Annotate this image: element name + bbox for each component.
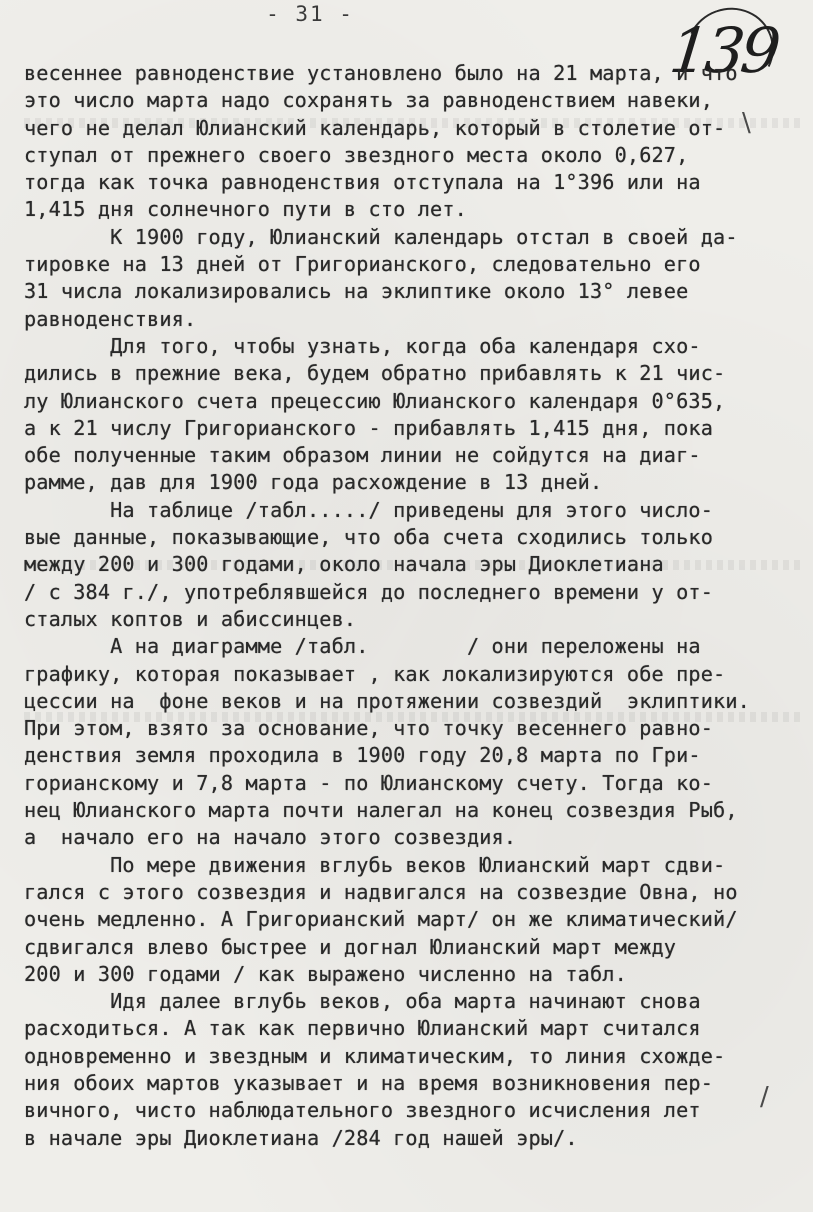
text-line: При этом, взято за основание, что точку весеннего равно- <box>24 716 714 741</box>
text-line: а к 21 числу Григорианского - прибавлять 1,415 дня, пока <box>24 415 714 440</box>
text-line: вые данные, показывающие, что оба счета сходились только <box>24 525 714 550</box>
page-number: - 31 - <box>266 2 354 26</box>
text-line: сталых коптов и абиссинцев. <box>24 606 357 631</box>
text-line: 200 и 300 годами / как выражено численно на табл. <box>24 961 627 986</box>
text-line: графику, которая показывает , как локализируются обе пре- <box>24 661 726 686</box>
text-line: весеннее равноденствие установлено было на 21 марта, и что <box>24 61 738 85</box>
text-line: сдвигался влево быстрее и догнал Юлианский март между <box>24 934 677 959</box>
text-line: обе полученные таким образом линии не сойдутся на диаг- <box>24 443 701 468</box>
text-line: вичного, чисто наблюдательного звездного исчисления лет <box>24 1098 701 1123</box>
text-line: горианскому и 7,8 марта - по Юлианскому счету. Тогда ко- <box>24 770 714 795</box>
text-line: рамме, дав для 1900 года расхождение в 13 дней. <box>24 470 603 495</box>
archive-number: 139 <box>666 14 781 87</box>
text-line: лу Юлианского счета прецессию Юлианского календаря 0°635, <box>24 388 726 413</box>
text-line: гался с этого созвездия и надвигался на созвездие Овна, но <box>24 879 738 904</box>
margin-tick-mark: / <box>760 1082 769 1112</box>
text-line: в начале эры Диоклетиана /284 год нашей эры/. <box>24 1125 578 1150</box>
text-line: это число марта надо сохранять за равноденствием навеки, <box>24 88 714 113</box>
text-line: между 200 и 300 годами, около начала эры Диоклетиана <box>24 552 664 577</box>
text-line: одновременно и звездным и климатическим, то линия схожде- <box>24 1043 726 1068</box>
text-line: равноденствия. <box>24 306 197 331</box>
text-line: тировке на 13 дней от Григорианского, следовательно его <box>24 252 701 277</box>
text-line: / с 384 г./, употреблявшейся до последнего времени у от- <box>24 579 714 604</box>
margin-tick-mark: \ <box>742 108 751 138</box>
text-line: а начало его на начало этого созвездия. <box>24 825 517 850</box>
text-line: ния обоих мартов указывает и на время возникновения пер- <box>24 1070 714 1095</box>
text-line: чего не делал Юлианский календарь, который в столетие от- <box>24 115 726 140</box>
text-line: 1,415 дня солнечного пути в сто лет. <box>24 197 467 222</box>
text-line: тогда как точка равноденствия отступала на 1°396 или на <box>24 170 701 195</box>
text-line: очень медленно. А Григорианский март/ он же климатический/ <box>24 907 738 932</box>
text-line: ступал от прежнего своего звездного места около 0,627, <box>24 142 689 167</box>
text-line: По мере движения вглубь веков Юлианский март сдви- <box>24 852 726 877</box>
text-line: нец Юлианского марта почти налегал на конец созвездия Рыб, <box>24 798 738 823</box>
text-line: Идя далее вглубь веков, оба марта начинают снова <box>24 989 701 1014</box>
text-line: 31 числа локализировались на эклиптике около 13° левее <box>24 279 689 304</box>
text-line: А на диаграмме /табл. / они переложены на <box>24 634 701 659</box>
text-line: На таблице /табл...../ приведены для этого число- <box>24 497 714 522</box>
text-line: денствия земля проходила в 1900 году 20,8 марта по Гри- <box>24 743 701 768</box>
text-line: К 1900 году, Юлианский календарь отстал в своей да- <box>24 224 738 249</box>
text-line: Для того, чтобы узнать, когда оба календаря схо- <box>24 333 701 358</box>
text-line: цессии на фоне веков и на протяжении созвездий эклиптики. <box>24 688 750 713</box>
text-line: расходиться. А так как первично Юлианский март считался <box>24 1016 701 1041</box>
text-line: дились в прежние века, будем обратно прибавлять к 21 чис- <box>24 361 726 386</box>
typed-text-body <box>24 60 804 1152</box>
